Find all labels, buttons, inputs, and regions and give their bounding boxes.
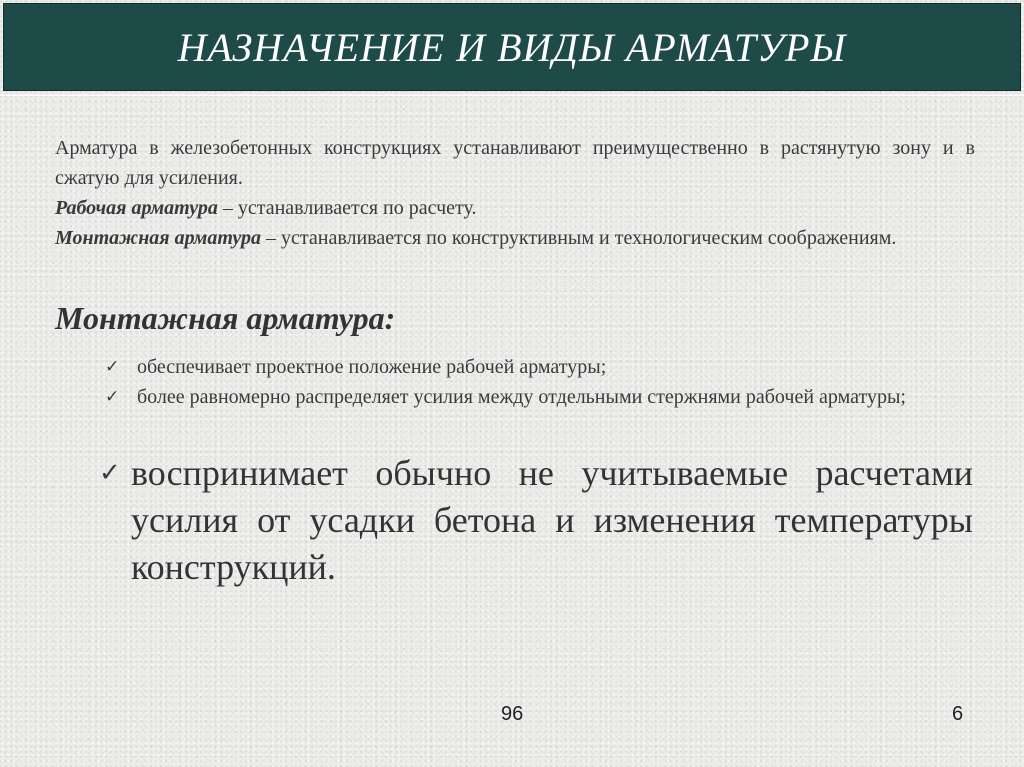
mounting-term: Монтажная арматура — [55, 227, 261, 249]
working-definition: – устанавливается по расчету. — [217, 197, 477, 219]
slide-title: НАЗНАЧЕНИЕ И ВИДЫ АРМАТУРЫ — [177, 24, 847, 70]
check-icon: ✓ — [99, 458, 121, 488]
intro-block — [55, 133, 975, 253]
page-number: 6 — [952, 703, 964, 725]
section-heading: Монтажная арматура: — [55, 300, 396, 336]
list-item — [97, 382, 973, 412]
mounting-definition: – устанавливается по конструктивным и технологическим соображениям. — [261, 227, 897, 249]
check-icon: ✓ — [105, 357, 120, 377]
check-icon: ✓ — [105, 387, 120, 407]
list-item-emphasis — [97, 450, 973, 591]
intro-text: Арматура в железобетонных конструкциях устанавливают преимущественно в растянутую зону и в сжатую для усиления. — [55, 137, 975, 189]
title-bar — [0, 0, 1024, 96]
bullet-text: воспринимает обычно не учитываемые расчетами усилия от усадки бетона и изменения температуры конструкций. — [131, 453, 973, 587]
working-term: Рабочая арматура — [55, 197, 218, 219]
bullet-list — [97, 352, 973, 412]
intro-paragraph — [55, 133, 975, 253]
list-item — [97, 352, 973, 382]
title-banner — [3, 3, 1021, 91]
bullet-text: более равномерно распределяет усилия между отдельными стержнями рабочей арматуры; — [137, 386, 906, 408]
footer-center-number: 96 — [501, 703, 524, 725]
bullet-text: обеспечивает проектное положение рабочей арматуры; — [137, 356, 607, 378]
